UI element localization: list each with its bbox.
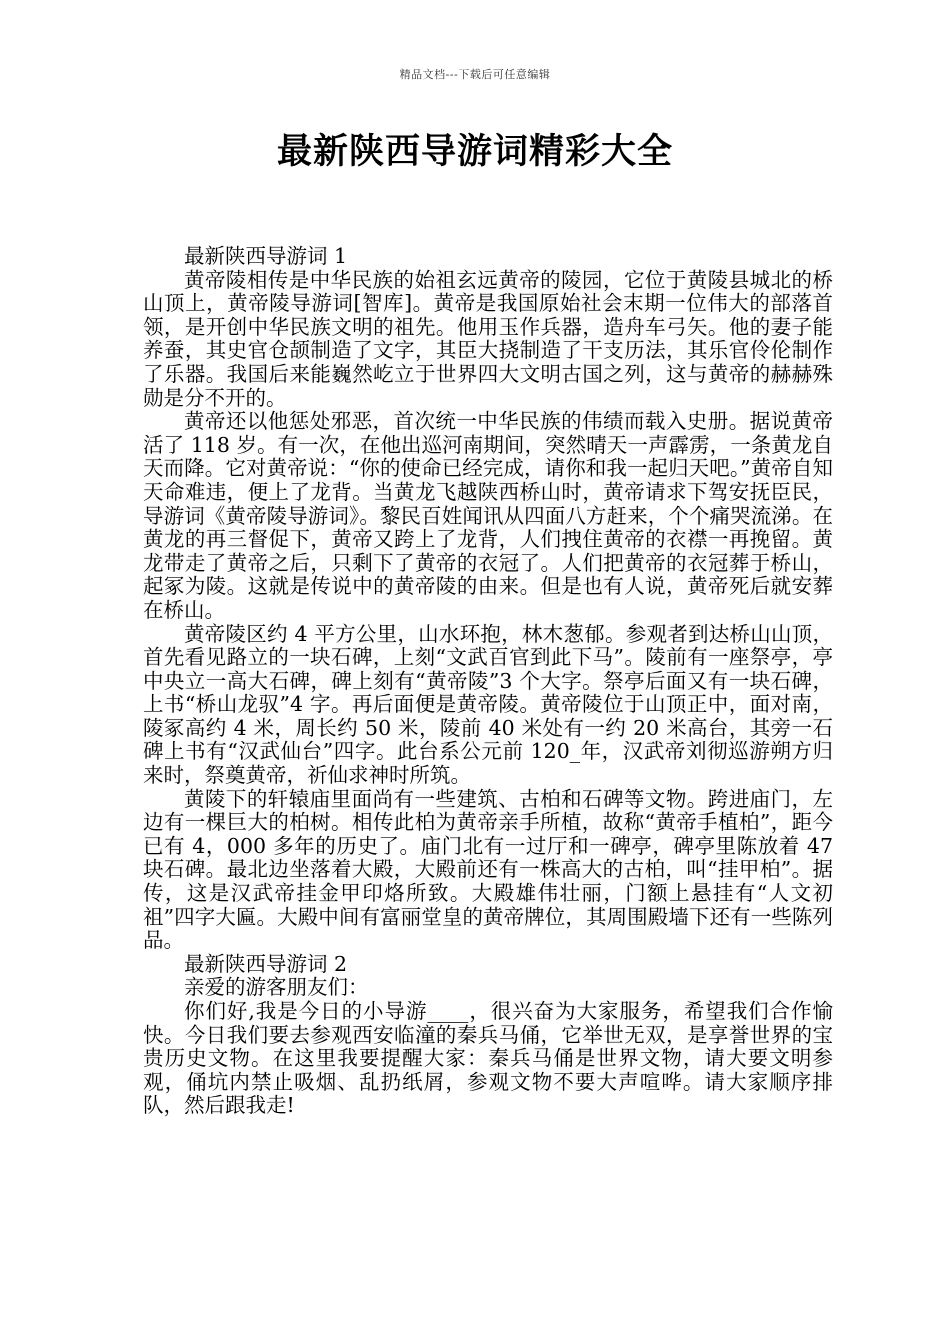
document-body — [143, 245, 833, 1118]
page-header: 精品文档---下载后可任意编辑 — [399, 68, 551, 81]
paragraph: 你们好,我是今日的小导游____，很兴奋为大家服务，希望我们合作愉快。今日我们要去参观西安临潼的秦兵马俑，它举世无双，是享誉世界的宝贵历史文物。在这里我要提醒大家：秦兵马俑是世界文物，请大要文明参观，俑坑内禁止吸烟、乱扔纸屑，参观文物不要大声喧哗。请大家顺序排队，然后跟我走! — [143, 999, 833, 1118]
greeting: 亲爱的游客朋友们： — [184, 975, 369, 1000]
document-title: 最新陕西导游词精彩大全 — [276, 132, 673, 172]
paragraph: 黄帝还以他惩处邪恶，首次统一中华民族的伟绩而载入史册。据说黄帝活了 118 岁。有一次，在他出巡河南期间，突然晴天一声霹雳，一条黄龙自天而降。它对黄帝说：“你的使命已经完成，请你和我一起归天吧。”黄帝自知天命难违，便上了龙背。当黄龙飞越陕西桥山时，黄帝请求下驾安抚臣民，导游词《黄帝陵导游词》。黎民百姓闻讯从四面八方赶来，个个痛哭流涕。在黄龙的再三督促下，黄帝又跨上了龙背，人们拽住黄帝的衣襟一再挽留。黄龙带走了黄帝之后，只剩下了黄帝的衣冠了。人们把黄帝的衣冠葬于桥山，起冢为陵。这就是传说中的黄帝陵的由来。但是也有人说，黄帝死后就安葬在桥山。 — [143, 409, 833, 622]
paragraph: 黄帝陵相传是中华民族的始祖玄远黄帝的陵园，它位于黄陵县城北的桥山顶上，黄帝陵导游词[智库]。黄帝是我国原始社会末期一位伟大的部落首领，是开创中华民族文明的祖先。他用玉作兵器，造舟车弓矢。他的妻子能养蚕，其史官仓颉制造了文字，其臣大挠制造了干支历法，其乐官伶伦制作了乐器。我国后来能巍然屹立于世界四大文明古国之列，这与黄帝的赫赫殊勋是分不开的。 — [143, 267, 833, 410]
section-heading-1: 最新陕西导游词 1 — [184, 244, 348, 268]
section-heading-2: 最新陕西导游词 2 — [184, 951, 348, 976]
paragraph: 黄陵下的轩辕庙里面尚有一些建筑、古柏和石碑等文物。跨进庙门，左边有一棵巨大的柏树。相传此柏为黄帝亲手所植，故称“黄帝手植柏”，距今已有 4，000 多年的历史了。庙门北有一过厅和一碑亭，碑亭里陈放着 47 块石碑。最北边坐落着大殿，大殿前还有一株高大的古柏，叫“挂甲柏”。据传，这是汉武帝挂金甲印烙所致。大殿雄伟壮丽，门额上悬挂有“人文初祖”四字大匾。大殿中间有富丽堂皇的黄帝牌位，其周围殿墙下还有一些陈列品。 — [143, 786, 833, 953]
paragraph: 黄帝陵区约 4 平方公里，山水环抱，林木葱郁。参观者到达桥山山顶，首先看见路立的一块石碑，上刻“文武百官到此下马”。陵前有一座祭亭，亭中央立一高大石碑，碑上刻有“黄帝陵”3 个大字。祭亭后面又有一块石碑，上书“桥山龙驭”4 字。再后面便是黄帝陵。黄帝陵位于山顶正中，面对南，陵冢高约 4 米，周长约 50 米，陵前 40 米处有一约 20 米高台，其旁一石碑上书有“汉武仙台”四字。此台系公元前 120_年，汉武帝刘彻巡游朔方归来时，祭奠黄帝，祈仙求神时所筑。 — [143, 621, 833, 788]
